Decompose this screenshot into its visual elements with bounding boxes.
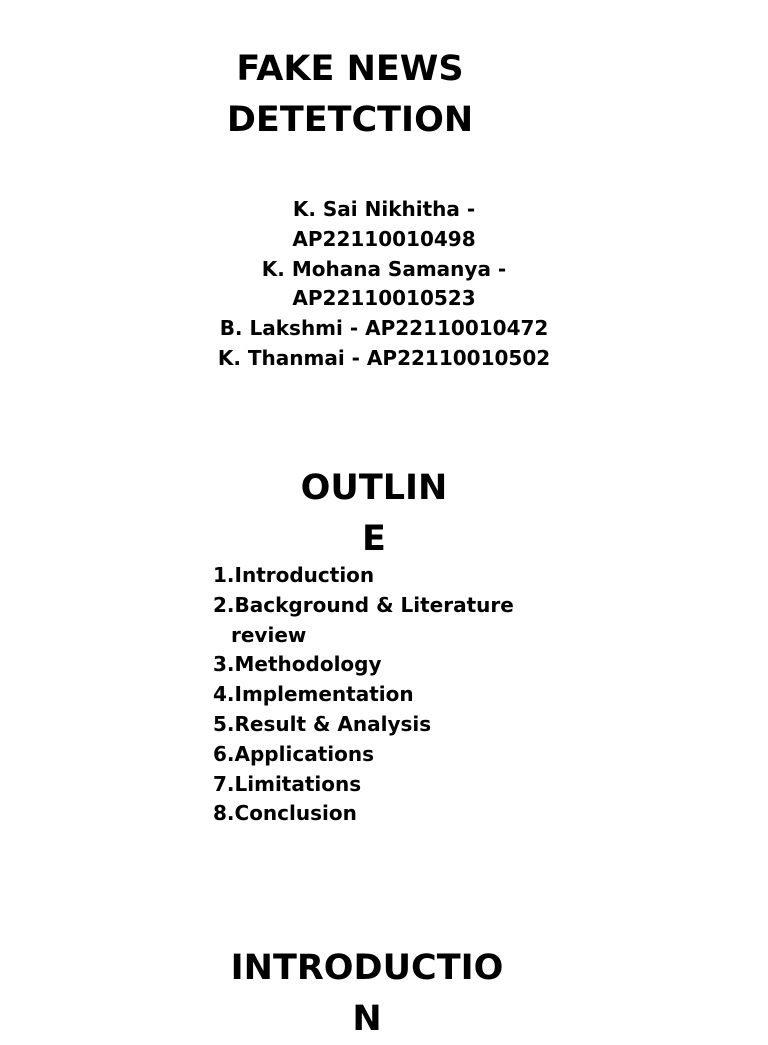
author-list xyxy=(180,195,588,374)
author-line: B. Lakshmi - AP22110010472 xyxy=(219,316,549,341)
introduction-heading-line-2: N xyxy=(352,999,382,1039)
document-title xyxy=(200,44,500,146)
author-line: K. Mohana Samanya - xyxy=(261,256,507,281)
outline-heading-line-2: E xyxy=(362,519,386,559)
author-line: K. Sai Nikhitha - xyxy=(292,197,476,221)
outline-item-background: 2.Background & Literature xyxy=(213,592,514,617)
outline-item-limitations: 7.Limitations xyxy=(213,771,362,796)
outline-item-background-continued xyxy=(213,621,560,651)
outline-item-introduction: 1.Introduction xyxy=(213,563,375,587)
author-line: AP22110010523 xyxy=(292,286,476,311)
title-line-1: FAKE NEWS xyxy=(236,49,464,89)
introduction-heading xyxy=(200,943,534,1045)
introduction-heading-line-1: INTRODUCTIO xyxy=(230,948,504,988)
outline-item-implementation: 4.Implementation xyxy=(213,682,414,707)
outline-heading xyxy=(250,463,498,565)
outline-item-applications: 6.Applications xyxy=(213,741,374,766)
outline-item-result-analysis: 5.Result & Analysis xyxy=(213,711,432,736)
outline-heading-line-1: OUTLIN xyxy=(300,468,448,508)
author-line: K. Thanmai - AP22110010502 xyxy=(217,345,551,370)
outline-item-conclusion: 8.Conclusion xyxy=(213,801,357,826)
outline-item-methodology: 3.Methodology xyxy=(213,652,382,677)
author-line: AP22110010498 xyxy=(292,226,476,251)
title-line-2: DETETCTION xyxy=(226,100,474,140)
outline-list xyxy=(213,561,560,829)
outline-item-continuation: review xyxy=(231,622,307,647)
